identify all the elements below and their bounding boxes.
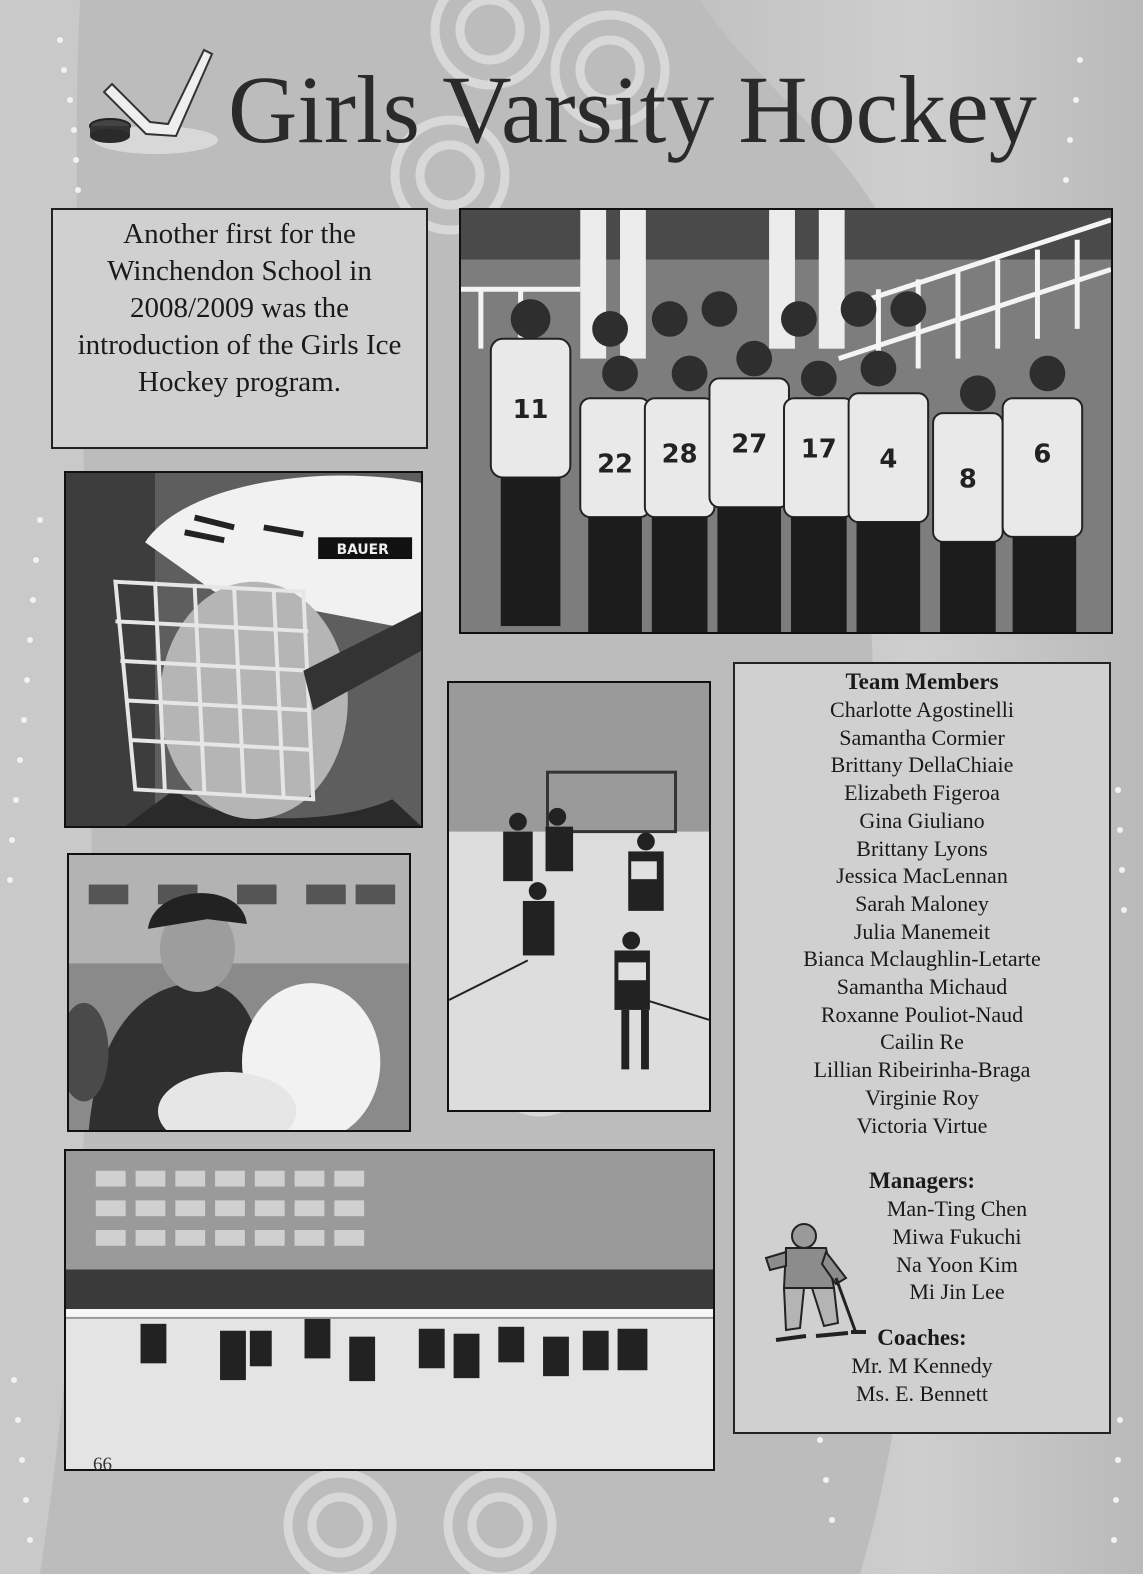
list-item: Elizabeth Figeroa bbox=[844, 780, 1000, 806]
coaches-list bbox=[735, 1352, 1109, 1407]
list-item: Gina Giuliano bbox=[859, 807, 985, 833]
list-item: Cailin Re bbox=[880, 1029, 964, 1055]
team-members-list bbox=[735, 696, 1109, 1139]
helmet-closeup-photo bbox=[64, 471, 423, 828]
list-item: Ms. E. Bennett bbox=[856, 1380, 988, 1406]
svg-text:8: 8 bbox=[958, 464, 977, 495]
svg-text:17: 17 bbox=[800, 434, 837, 465]
team-on-rink-photo bbox=[64, 1149, 715, 1471]
list-item: Julia Manemeit bbox=[853, 918, 991, 944]
svg-text:27: 27 bbox=[731, 429, 768, 460]
list-item: Samantha Michaud bbox=[836, 974, 1008, 1000]
coach-photo bbox=[67, 853, 411, 1132]
list-item: Na Yoon Kim bbox=[896, 1251, 1018, 1277]
game-action-photo bbox=[447, 681, 711, 1112]
list-item: Sarah Maloney bbox=[855, 890, 989, 916]
list-item: Virginie Roy bbox=[865, 1084, 979, 1110]
svg-text:22: 22 bbox=[597, 449, 634, 480]
intro-text: Another first for the Winchendon School in 2008/2009 was the introduction of the Girls Ice Hockey program. bbox=[77, 218, 402, 398]
list-item: Lillian Ribeirinha-Braga bbox=[813, 1057, 1031, 1083]
list-item: Mr. M Kennedy bbox=[851, 1353, 993, 1379]
list-item: Samantha Cormier bbox=[839, 724, 1005, 750]
coaches-heading: Coaches: bbox=[877, 1325, 967, 1351]
hockey-stick-and-puck-icon bbox=[84, 44, 224, 164]
list-item: Charlotte Agostinelli bbox=[830, 697, 1014, 722]
list-item: Mi Jin Lee bbox=[909, 1279, 1005, 1305]
list-item: Roxanne Pouliot-Naud bbox=[820, 1001, 1024, 1027]
page-number: 66 bbox=[93, 1454, 112, 1475]
list-item: Man-Ting Chen bbox=[886, 1196, 1028, 1222]
page-title: Girls Varsity Hockey bbox=[228, 56, 1037, 163]
list-item: Miwa Fukuchi bbox=[892, 1223, 1022, 1249]
intro-text-box bbox=[51, 208, 428, 449]
svg-text:28: 28 bbox=[661, 439, 698, 470]
list-item: Jessica MacLennan bbox=[836, 863, 1008, 889]
team-members-heading: Team Members bbox=[845, 669, 999, 694]
team-photo bbox=[459, 208, 1113, 634]
svg-text:6: 6 bbox=[1033, 439, 1052, 470]
list-item: Bianca Mclaughlin-Letarte bbox=[803, 946, 1041, 972]
list-item: Brittany Lyons bbox=[856, 835, 988, 861]
list-item: Victoria Virtue bbox=[856, 1112, 988, 1138]
svg-text:11: 11 bbox=[512, 395, 549, 426]
hockey-skater-icon bbox=[756, 1218, 868, 1353]
svg-text:4: 4 bbox=[879, 444, 898, 475]
list-item: Brittany DellaChiaie bbox=[830, 752, 1014, 778]
svg-text:BAUER: BAUER bbox=[336, 542, 389, 559]
managers-heading: Managers: bbox=[868, 1168, 976, 1194]
